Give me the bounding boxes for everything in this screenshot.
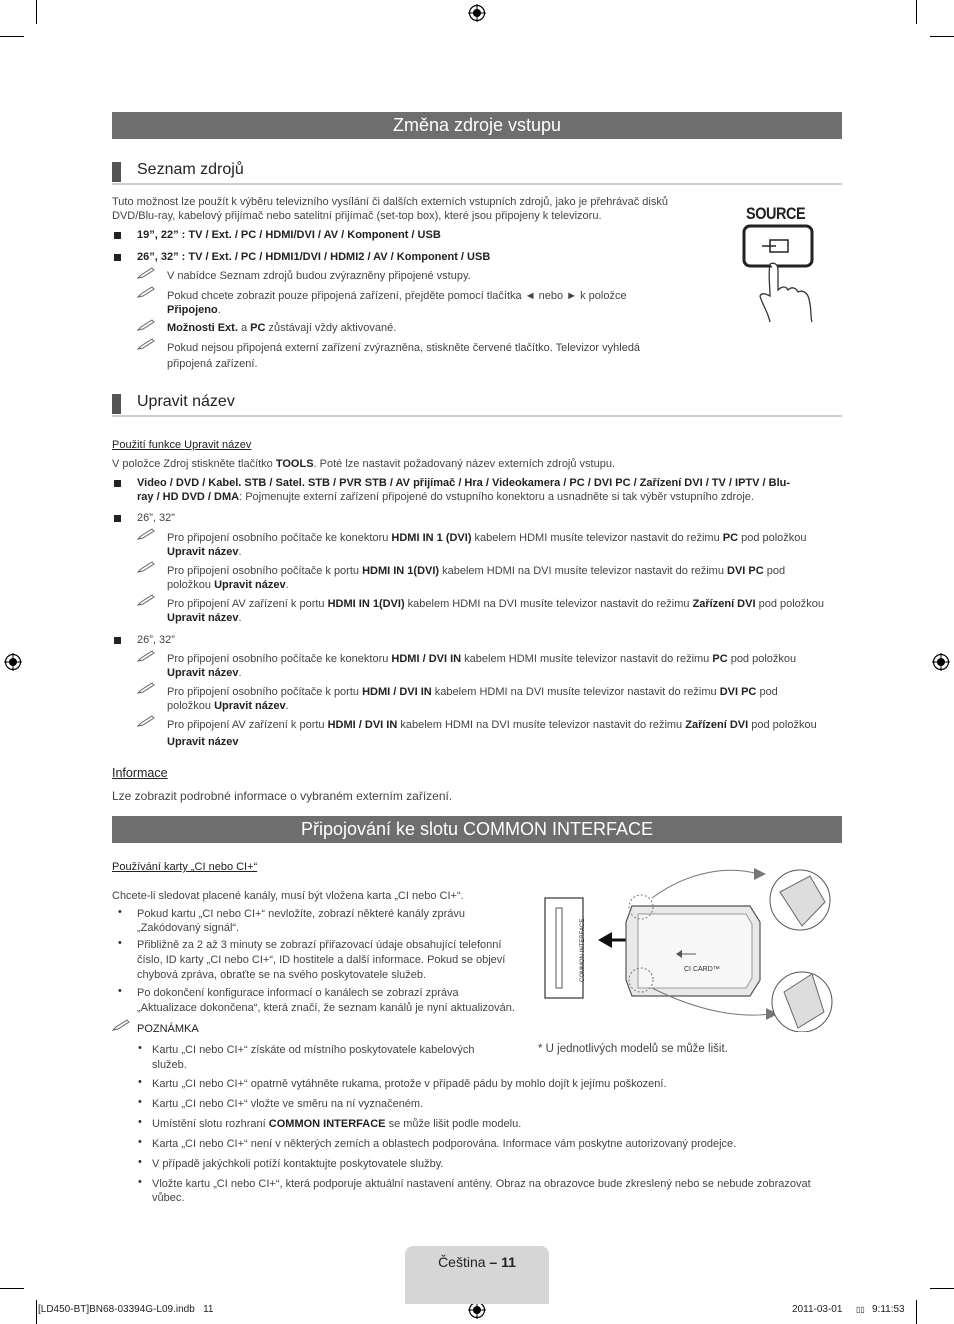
- bullet-dot: •: [118, 985, 122, 997]
- note-pencil-icon: [112, 1018, 130, 1032]
- note-pencil-icon: [137, 266, 155, 280]
- bold-term: HDMI / DVI IN: [391, 653, 462, 665]
- note-text: [167, 597, 824, 611]
- text-span: pod položkou: [748, 719, 817, 731]
- bold-term: Zařízení DVI: [692, 598, 756, 610]
- note-text-cont: Upravit název.: [167, 612, 242, 624]
- registration-mark-icon: [468, 4, 486, 22]
- text-span: Pro připojení AV zařízení k portu: [167, 719, 328, 731]
- crop-mark: [0, 36, 24, 37]
- bullet-dot: •: [138, 1116, 142, 1128]
- note-text-cont: [167, 735, 239, 749]
- bold-term: Upravit název: [214, 579, 286, 591]
- note-heading: POZNÁMKA: [137, 1023, 199, 1035]
- heading-bar-icon: [112, 162, 121, 182]
- bold-term: ray / HD DVD / DMA: [137, 491, 240, 503]
- text-span: Umístění slotu rozhraní: [152, 1118, 269, 1130]
- section-title-common-interface: Připojování ke slotu COMMON INTERFACE: [112, 816, 842, 843]
- note-text-cont: Připojeno.: [167, 304, 221, 316]
- bullet-dot: •: [138, 1176, 142, 1188]
- ci-bullet-text: „Zakódovaný signál“.: [137, 922, 240, 934]
- bold-term: Upravit název: [214, 700, 286, 712]
- text-span: pod: [763, 565, 786, 577]
- note-pencil-icon: [137, 714, 155, 728]
- text-span: pod položkou: [727, 653, 797, 665]
- text-span: V položce Zdroj stiskněte tlačítko: [112, 458, 276, 470]
- note-pencil-icon: [137, 318, 155, 332]
- note-pencil-icon: [137, 593, 155, 607]
- heading-bar-icon: [112, 394, 121, 414]
- edit-name-intro: [112, 457, 615, 471]
- edit-name-usage-link: Použití funkce Upravit název: [112, 439, 252, 451]
- note-text-cont: položkou Upravit název.: [167, 579, 289, 591]
- text-span: Pro připojení osobního počítače ke konektoru: [167, 653, 392, 665]
- bold-term: HDMI IN 1(DVI): [362, 565, 440, 577]
- text-span: Pro připojení AV zařízení k portu: [167, 598, 328, 610]
- bold-term: TOOLS: [275, 458, 314, 470]
- text-span: položkou: [167, 579, 215, 591]
- print-date: 2011-03-01: [792, 1304, 843, 1315]
- bullet-dot: •: [138, 1096, 142, 1108]
- note-text-cont: položkou Upravit název.: [167, 700, 289, 712]
- text-span: Pro připojení osobního počítače k portu: [167, 686, 363, 698]
- note-text: [167, 564, 785, 578]
- page-number-tab: [405, 1246, 549, 1304]
- crop-mark: [916, 0, 917, 24]
- ci-intro: Chcete-li sledovat placené kanály, musí být vložena karta „CI nebo CI+“.: [112, 890, 464, 902]
- text-span: kabelem HDMI na DVI musíte televizor nastavit do režimu: [404, 598, 693, 610]
- crop-mark: [36, 0, 37, 24]
- crop-mark: [36, 1300, 37, 1324]
- page-number: [405, 1254, 549, 1270]
- note-pencil-icon: [137, 527, 155, 541]
- note-text: Pokud nejsou připojená externí zařízení zvýrazněna, stiskněte červené tlačítko. Televizor vyhledá: [167, 342, 641, 354]
- note-text-cont: připojená zařízení.: [167, 358, 258, 370]
- text-span: pod položkou: [738, 532, 807, 544]
- source-list-19-22: 19”, 22” : TV / Ext. / PC / HDMI/DVI / AV / Komponent / USB: [137, 229, 441, 241]
- square-bullet-icon: [114, 480, 121, 487]
- subheading-text: Seznam zdrojů: [137, 161, 244, 178]
- ci-bullet-text: Po dokončení konfigurace informací o kanálech se zobrazí zpráva: [137, 987, 459, 999]
- crop-mark: [930, 36, 954, 37]
- crop-mark: [916, 1300, 917, 1324]
- bold-term: HDMI IN 1 (DVI): [391, 532, 472, 544]
- bold-term: PC: [722, 532, 739, 544]
- bold-term: HDMI IN 1(DVI): [327, 598, 405, 610]
- page-num-value: 11: [501, 1254, 516, 1270]
- device-names-list-cont: [137, 490, 754, 504]
- note-text: [167, 718, 817, 732]
- bold-term: Upravit název: [167, 736, 239, 748]
- note-pencil-icon: [137, 337, 155, 351]
- bullet-dot: •: [118, 906, 122, 918]
- subheading-text: Upravit název: [137, 393, 235, 410]
- registration-mark-icon: [932, 653, 950, 671]
- device-names-list: Video / DVD / Kabel. STB / Satel. STB / PVR STB / AV přijímač / Hra / Videokamera / PC / DVI PC / Zařízení DVI / TV / IPTV / Blu-: [137, 477, 791, 489]
- intro-line-2: DVD/Blu-ray, kabelový přijímač nebo satelitní přijímač (set-top box), které jsou připojeny k televizoru.: [112, 210, 602, 222]
- source-list-26-32: 26”, 32” : TV / Ext. / PC / HDMI1/DVI / HDMI2 / AV / Komponent / USB: [137, 251, 491, 263]
- bold-term: HDMI / DVI IN: [362, 686, 432, 698]
- ci-note-text: vůbec.: [152, 1192, 185, 1204]
- bold-term: PC: [250, 322, 266, 334]
- text-span: kabelem HDMI musíte televizor nastavit do režimu: [471, 532, 723, 544]
- ci-note-text: Karta „CI nebo CI+“ není v některých zemích a oblastech podporována. Informace vám poskytne autorizovaný prodejce.: [152, 1138, 737, 1150]
- print-file-name: [LD450-BT]BN68-03394G-L09.indb 11: [38, 1304, 214, 1315]
- page-separator: –: [485, 1254, 502, 1270]
- source-button-hand-icon: [740, 224, 820, 324]
- ci-bullet-text: „Aktualizace dokončena“, která značí, že seznam kanálů je nyní aktualizován.: [137, 1002, 515, 1014]
- text-span: . Poté lze nastavit požadovaný název externích zdrojů vstupu.: [313, 458, 616, 470]
- bullet-dot: •: [138, 1156, 142, 1168]
- ci-bullet-text: Přibližně za 2 až 3 minuty se zobrazí přiřazovací údaje obsahující telefonní: [137, 939, 502, 951]
- note-text: [167, 652, 796, 666]
- note-pencil-icon: [137, 560, 155, 574]
- size-label: 26”, 32”: [137, 512, 175, 524]
- registration-mark-icon: [4, 653, 22, 671]
- note-text: V nabídce Seznam zdrojů budou zvýrazněny připojené vstupy.: [167, 270, 471, 282]
- bold-term: DVI PC: [719, 686, 757, 698]
- note-text-cont: Upravit název.: [167, 667, 242, 679]
- note-pencil-icon: [137, 649, 155, 663]
- bold-term: Zařízení DVI: [685, 719, 749, 731]
- note-text: Pokud chcete zobrazit pouze připojená zařízení, přejděte pomocí tlačítka ◄ nebo ► k položce: [167, 290, 627, 302]
- model-caption: * U jednotlivých modelů se může lišit.: [538, 1043, 728, 1055]
- ci-note-text: Kartu „CI nebo CI+“ opatrně vytáhněte rukama, protože v případě pádu by mohlo dojít k jejímu poškození.: [152, 1078, 667, 1090]
- ci-bullet-text: číslo, ID karty „CI nebo CI+“, ID hostitele a další informace. Pokud se objeví: [137, 954, 506, 966]
- text-span: se může lišit podle modelu.: [385, 1118, 522, 1130]
- ci-card-usage-link: Používání karty „CI nebo CI+“: [112, 861, 258, 873]
- ci-note-text: Vložte kartu „CI nebo CI+“, která podporuje aktuální nastavení antény. Obraz na obrazovce bude zkreslený nebo se nebude zobrazovat: [152, 1178, 811, 1190]
- bullet-dot: •: [138, 1076, 142, 1088]
- text-span: kabelem HDMI na DVI musíte televizor nastavit do režimu: [439, 565, 728, 577]
- text-span: : Pojmenujte externí zařízení připojené do vstupního konektoru a usnadněte si tak výběr vstupního zdroje.: [239, 491, 754, 503]
- note-text-cont: Upravit název.: [167, 546, 242, 558]
- ci-note-text: [152, 1117, 521, 1131]
- note-pencil-icon: [137, 681, 155, 695]
- ci-note-text: V případě jakýchkoli potíží kontaktujte poskytovatele služby.: [152, 1158, 444, 1170]
- text-span: kabelem HDMI na DVI musíte televizor nastavit do režimu: [397, 719, 686, 731]
- text-span: kabelem HDMI musíte televizor nastavit do režimu: [461, 653, 713, 665]
- print-time: 9:11:53: [872, 1304, 905, 1315]
- bold-term: DVI PC: [727, 565, 764, 577]
- ci-bullet-text: Pokud kartu „CI nebo CI+“ nevložíte, zobrazí některé kanály zprávu: [137, 908, 466, 920]
- text-span: pod: [756, 686, 778, 698]
- text-span: položkou: [167, 700, 215, 712]
- ci-note-text: služeb.: [152, 1059, 187, 1071]
- page-language: Čeština: [438, 1254, 486, 1270]
- square-bullet-icon: [114, 232, 121, 239]
- subheading-source-list: [112, 161, 842, 185]
- bullet-dot: •: [138, 1136, 142, 1148]
- bullet-dot: •: [118, 937, 122, 949]
- square-bullet-icon: [114, 254, 121, 261]
- subheading-edit-name: [112, 393, 842, 417]
- bold-term: Upravit název: [167, 546, 239, 558]
- text-span: Pro připojení osobního počítače ke konektoru: [167, 532, 392, 544]
- bold-term: Upravit název: [167, 667, 239, 679]
- note-text: [167, 321, 396, 335]
- bold-term: Možnosti Ext.: [167, 322, 238, 334]
- source-button-label: SOURCE: [746, 204, 806, 223]
- text-span: pod položkou: [755, 598, 825, 610]
- bullet-dot: •: [138, 1042, 142, 1054]
- ci-note-text: Kartu „CI nebo CI+“ vložte ve směru na ní vyznačeném.: [152, 1098, 424, 1110]
- ci-bullet-text: chybová zpráva, obraťte se na svého poskytovatele služeb.: [137, 969, 427, 981]
- common-interface-slot-label: COMMON INTERFACE: [580, 918, 586, 982]
- intro-line-1: Tuto možnost lze použít k výběru televizního vysílání či dalších externích vstupních zdrojů, jako je přehrávač disků: [112, 196, 668, 208]
- square-bullet-icon: [114, 515, 121, 522]
- text-span: zůstávají vždy aktivované.: [265, 322, 397, 334]
- bold-term: COMMON INTERFACE: [268, 1118, 386, 1130]
- bold-term: HDMI / DVI IN: [327, 719, 398, 731]
- size-label: 26”, 32”: [137, 634, 175, 646]
- bold-term: Upravit název: [167, 612, 239, 624]
- crop-mark: [930, 1288, 954, 1289]
- info-heading: Informace: [112, 766, 168, 780]
- info-text: Lze zobrazit podrobné informace o vybraném externím zařízení.: [112, 789, 453, 803]
- text-span: a: [237, 322, 251, 334]
- note-text: [167, 685, 778, 699]
- text-span: Pro připojení osobního počítače k portu: [167, 565, 363, 577]
- bold-term: Připojeno: [167, 304, 218, 316]
- bold-term: PC: [712, 653, 728, 665]
- square-bullet-icon: [114, 637, 121, 644]
- print-glyph: ▯▯: [856, 1305, 865, 1314]
- section-title-source: Změna zdroje vstupu: [112, 112, 842, 139]
- ci-note-text: Kartu „CI nebo CI+“ získáte od místního poskytovatele kabelových: [152, 1044, 475, 1056]
- note-text: [167, 531, 807, 545]
- crop-mark: [0, 1288, 24, 1289]
- text-span: kabelem HDMI na DVI musíte televizor nastavit do režimu: [431, 686, 720, 698]
- note-pencil-icon: [137, 285, 155, 299]
- ci-card-label: CI CARD™: [684, 966, 720, 973]
